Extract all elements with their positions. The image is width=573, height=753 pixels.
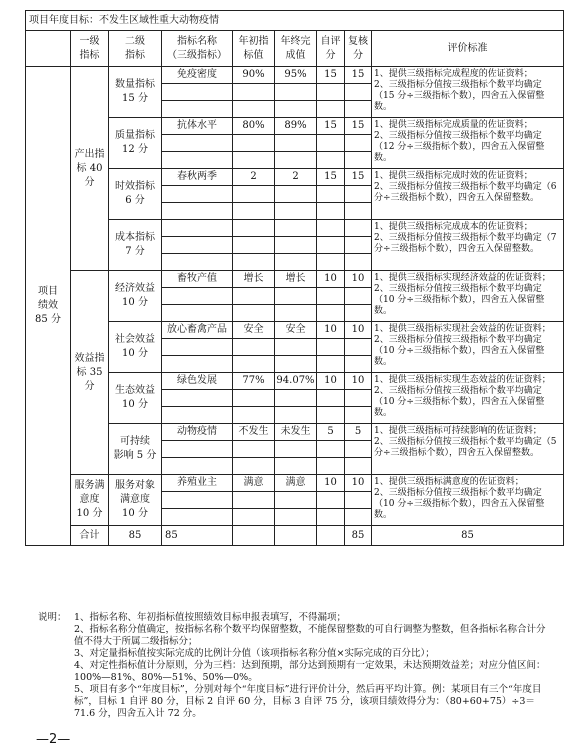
quantity-self: 15	[317, 67, 345, 84]
social-indicator: 社会效益 10 分	[109, 322, 162, 373]
header-initial: 年初指 标值	[233, 31, 275, 67]
output-indicator-label: 产出指 标 40 分	[71, 67, 109, 271]
ecology-review: 10	[345, 373, 372, 390]
satisfaction-self: 10	[317, 475, 345, 492]
social-initial: 安全	[233, 322, 275, 339]
quality-criteria: 1、提供三级指标完成质量的佐证资料； 2、三级指标分值按三级指标个数平均确定（12 分÷三级指标个数），四舍五入保留整数。	[372, 118, 564, 169]
quantity-review: 15	[345, 67, 372, 84]
notes-label: 说明：	[38, 612, 67, 623]
total-label: 合计	[71, 526, 109, 546]
economic-self: 10	[317, 271, 345, 288]
economic-final: 增长	[275, 271, 317, 288]
notes-section	[38, 612, 553, 720]
quality-final: 89%	[275, 118, 317, 135]
satisfaction-metric: 养殖业主	[162, 475, 233, 492]
sustainability-final: 未发生	[275, 424, 317, 441]
satisfaction-review: 10	[345, 475, 372, 492]
note-item: 2、指标名称分值确定，按指标名称个数平均保留整数，不能保留整数的可自行调整为整数，但各指标名称合计分值不得大于所属二级指标分；	[74, 624, 546, 647]
quantity-metric: 免疫密度	[162, 67, 233, 84]
note-item: 1、指标名称、年初指标值按照绩效目标申报表填写，不得漏项；	[74, 612, 347, 623]
header-lvl3: 指标名称 （三级指标）	[162, 31, 233, 67]
quantity-criteria: 1、提供三级指标完成程度的佐证资料； 2、三级指标分值按三级指标个数平均确定（15 分÷三级指标个数），四舍五入保留整数。	[372, 67, 564, 118]
service-satisfaction-indicator: 服务对象 满意度 10 分	[109, 475, 162, 526]
quality-metric: 抗体水平	[162, 118, 233, 135]
total-lvl2: 85	[162, 526, 233, 546]
note-item: 4、对定性指标值计分原则，分为三档：达到预期，部分达到预期有一定效果，未达预期效益差；对应分值区间：100%—81%、80%—51%、50%—0%。	[74, 660, 546, 683]
quality-initial: 80%	[233, 118, 275, 135]
timeliness-metric: 春秋两季	[162, 169, 233, 186]
social-self: 10	[317, 322, 345, 339]
timeliness-initial: 2	[233, 169, 275, 186]
economic-review: 10	[345, 271, 372, 288]
quality-self: 15	[317, 118, 345, 135]
ecology-final: 94.07%	[275, 373, 317, 390]
ecology-initial: 77%	[233, 373, 275, 390]
ecology-indicator: 生态效益 10 分	[109, 373, 162, 424]
total-review: 85	[372, 526, 564, 546]
economic-criteria: 1、提供三级指标实现经济效益的佐证资料； 2、三级指标分值按三级指标个数平均确定（10 分÷三级指标个数），四舍五入保留整数。	[372, 271, 564, 322]
group-project-performance: 项目 绩效 85 分	[26, 67, 71, 546]
header-lvl1: 一级 指标	[71, 31, 109, 67]
sustainability-criteria: 1、提供三级指标可持续影响的佐证资料； 2、三级指标分值按三级指标个数平均确定（5 分÷三级指标个数），四舍五入保留整数。	[372, 424, 564, 475]
page-number: —2—	[36, 732, 71, 747]
social-metric: 放心畜禽产品	[162, 322, 233, 339]
quantity-final: 95%	[275, 67, 317, 84]
evaluation-table	[25, 10, 564, 546]
social-criteria: 1、提供三级指标实现社会效益的佐证资料； 2、三级指标分值按三级指标个数平均确定（10 分÷三级指标个数），四舍五入保留整数。	[372, 322, 564, 373]
satisfaction-indicator-label: 服务满 意度 10 分	[71, 475, 109, 526]
social-final: 安全	[275, 322, 317, 339]
header-lvl2: 二级 指标	[109, 31, 162, 67]
quantity-initial: 90%	[233, 67, 275, 84]
ecology-metric: 绿色发展	[162, 373, 233, 390]
sustainability-review: 5	[345, 424, 372, 441]
timeliness-indicator: 时效指标 6 分	[109, 169, 162, 220]
quality-indicator: 质量指标 12 分	[109, 118, 162, 169]
note-item: 3、对定量指标值按实际完成的比例计分值（该项指标名称分值×实际完成的百分比）；	[74, 648, 435, 659]
timeliness-final: 2	[275, 169, 317, 186]
sustainability-self: 5	[317, 424, 345, 441]
economic-metric: 畜牧产值	[162, 271, 233, 288]
sustainability-metric: 动物疫情	[162, 424, 233, 441]
economic-indicator: 经济效益 10 分	[109, 271, 162, 322]
header-criteria: 评价标准	[372, 31, 564, 67]
quality-review: 15	[345, 118, 372, 135]
header-review: 复核 分	[345, 31, 372, 67]
ecology-criteria: 1、提供三级指标实现生态效益的佐证资料； 2、三级指标分值按三级指标个数平均确定（10 分÷三级指标个数），四舍五入保留整数。	[372, 373, 564, 424]
benefit-indicator-label: 效益指 标 35 分	[71, 271, 109, 475]
timeliness-self: 15	[317, 169, 345, 186]
project-target-title: 项目年度目标：不发生区域性重大动物疫情	[26, 11, 564, 31]
satisfaction-criteria: 1、提供三级指标满意度的佐证资料； 2、三级指标分值按三级指标个数平均确定（10 分÷三级指标个数），四舍五入保留整数。	[372, 475, 564, 526]
header-row	[26, 31, 564, 67]
quantity-indicator: 数量指标 15 分	[109, 67, 162, 118]
timeliness-criteria: 1、提供三级指标完成时效的佐证资料； 2、三级指标分值按三级指标个数平均确定（6 分÷三级指标个数），四舍五入保留整数。	[372, 169, 564, 220]
timeliness-review: 15	[345, 169, 372, 186]
header-self: 自评 分	[317, 31, 345, 67]
note-item: 5、项目有多个“年度目标”，分别对每个“年度目标”进行评价计分，然后再平均计算。例：某项目有三个“年度目标”，目标 1 自评 80 分，目标 2 自评 60 分，目标 3 自评 75 分，该项目绩效得分为：（80+60+75）÷3＝71.6 分，四舍五入计 72 分。	[74, 684, 542, 719]
cost-criteria: 1、提供三级指标完成成本的佐证资料； 2、三级指标分值按三级指标个数平均确定（7 分÷三级指标个数），四舍五入保留整数。	[372, 220, 564, 271]
sustainability-indicator: 可持续 影响 5 分	[109, 424, 162, 475]
header-final: 年终完 成值	[275, 31, 317, 67]
ecology-self: 10	[317, 373, 345, 390]
sustainability-initial: 不发生	[233, 424, 275, 441]
total-row	[26, 526, 564, 546]
total-self: 85	[345, 526, 372, 546]
satisfaction-initial: 满意	[233, 475, 275, 492]
header-spacer	[26, 31, 71, 67]
social-review: 10	[345, 322, 372, 339]
satisfaction-final: 满意	[275, 475, 317, 492]
cost-indicator: 成本指标 7 分	[109, 220, 162, 271]
total-lvl1: 85	[109, 526, 162, 546]
economic-initial: 增长	[233, 271, 275, 288]
